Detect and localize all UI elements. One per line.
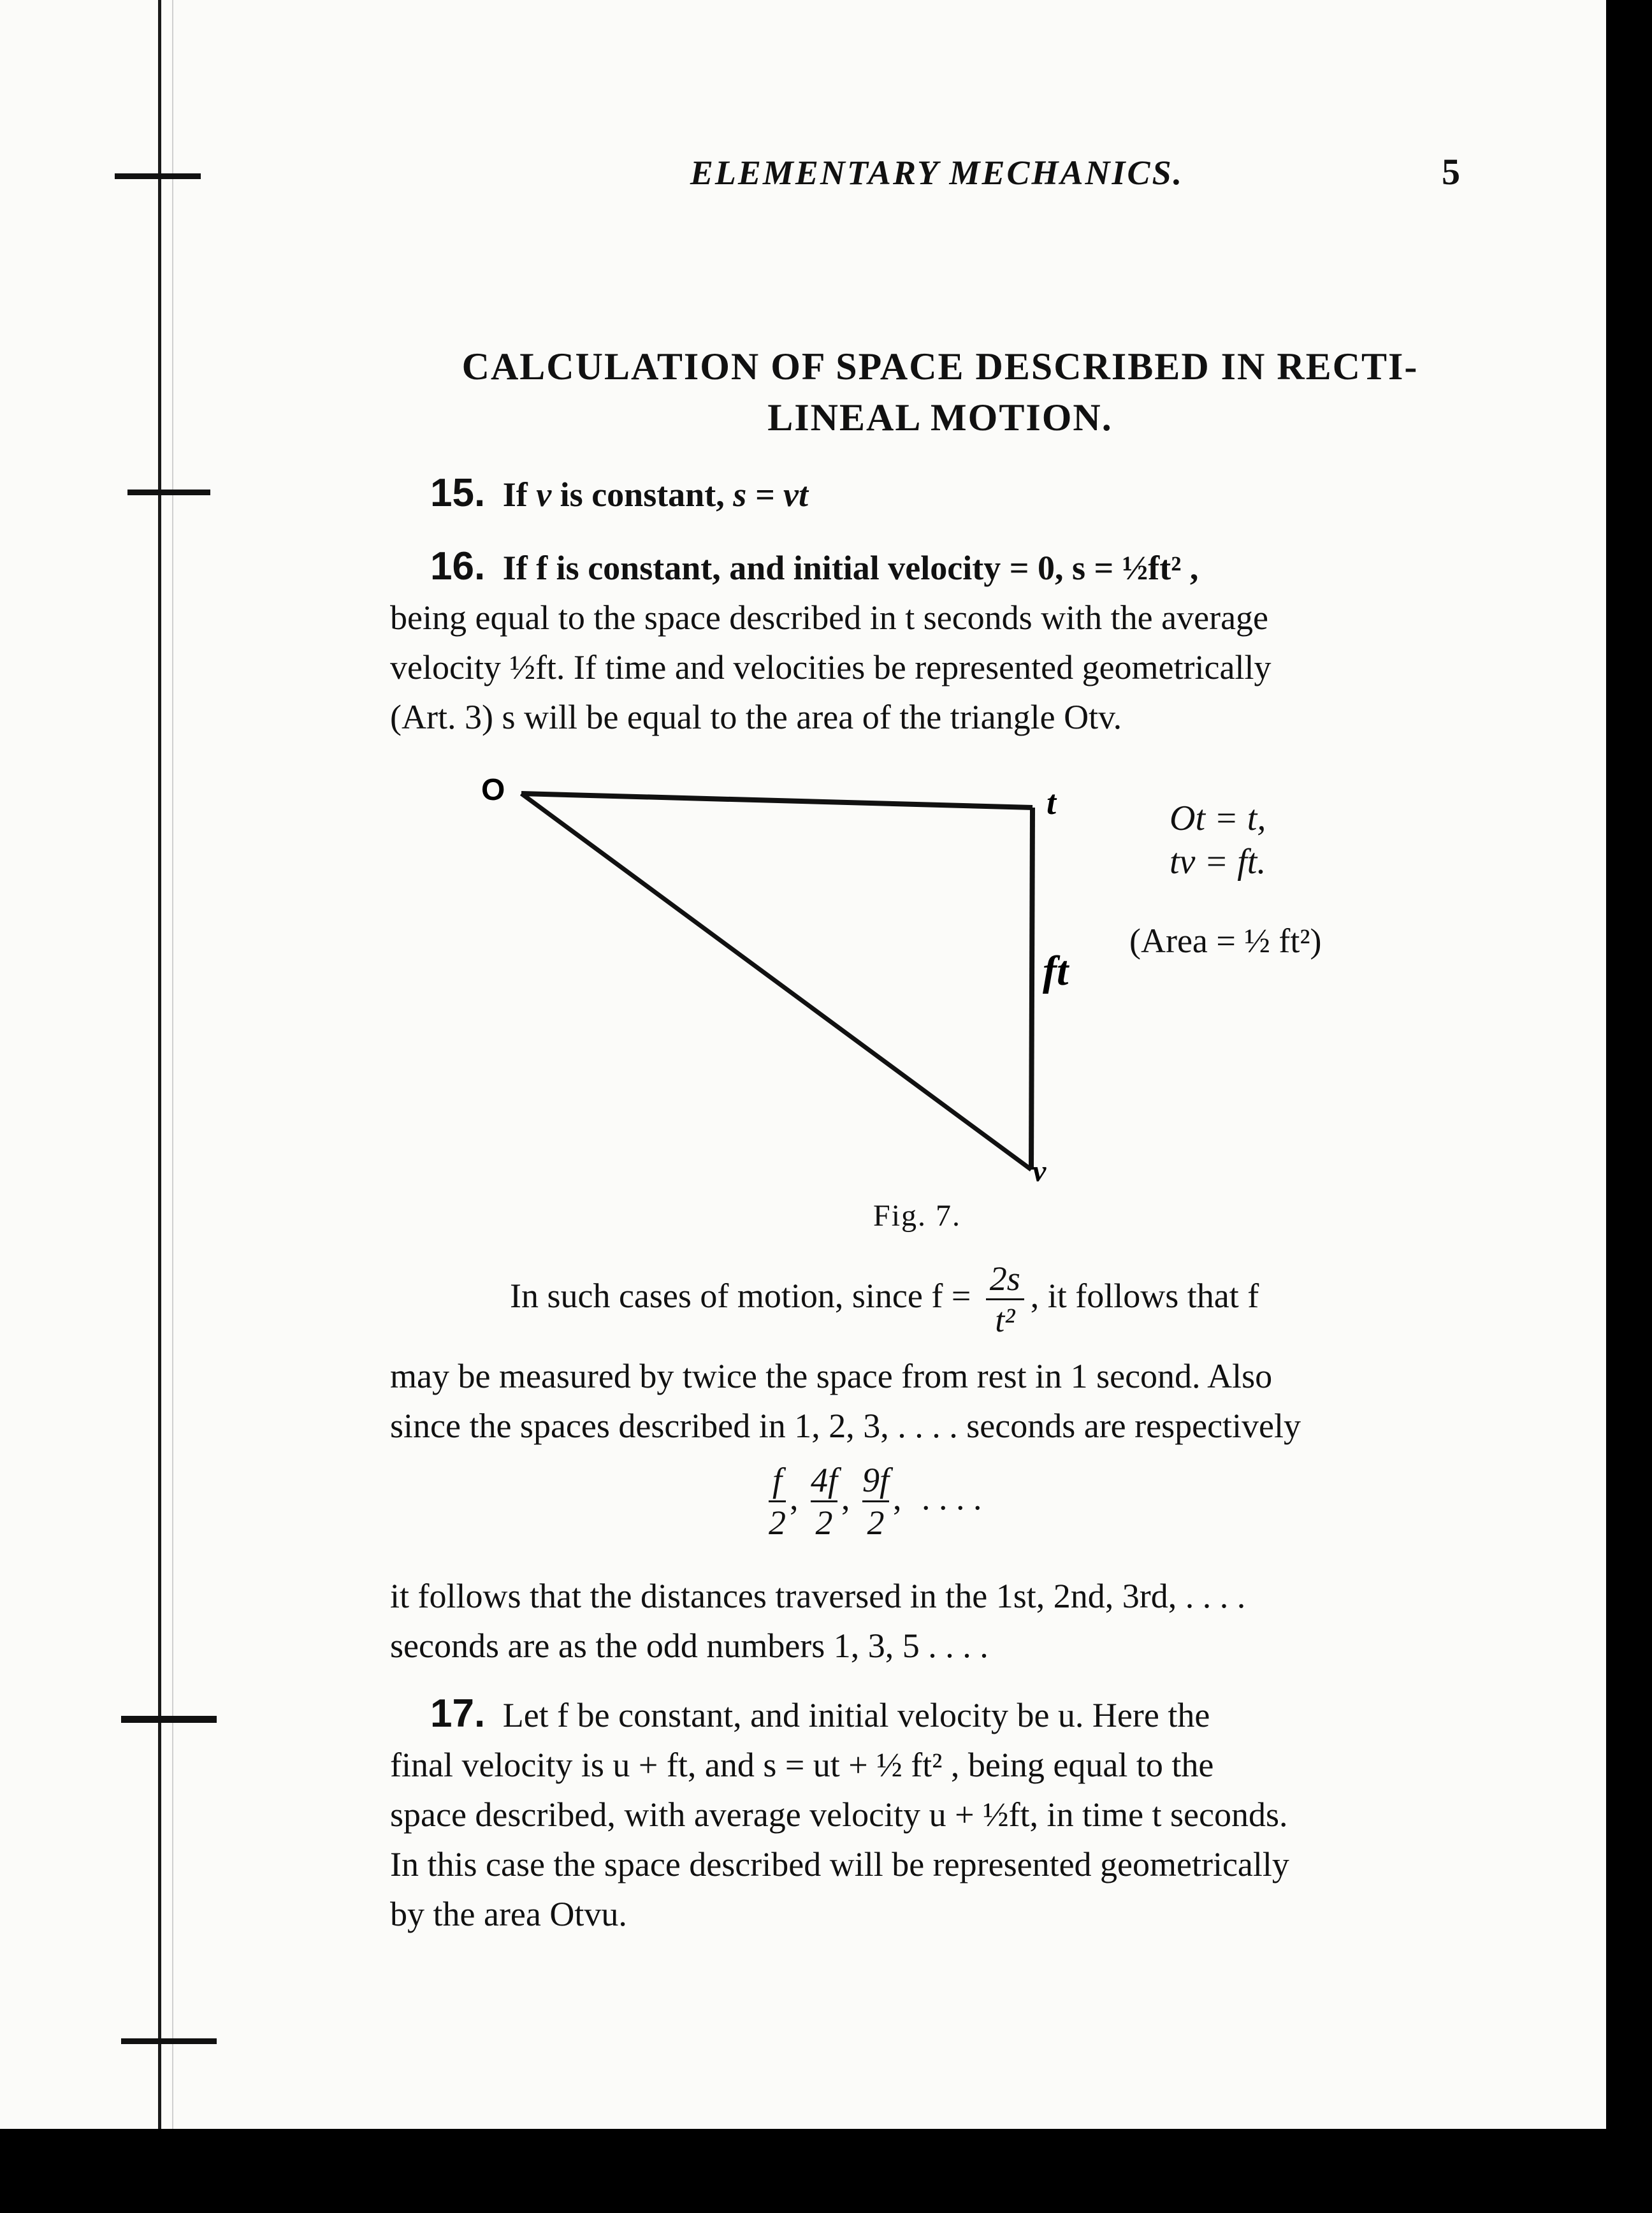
binding-stitch-mark [127,490,210,495]
running-header: ELEMENTARY MECHANICS. [690,154,1184,192]
article-number: 17. [430,1692,486,1736]
section-title-line1: CALCULATION OF SPACE DESCRIBED IN RECTI- [461,345,1419,388]
article-number: 16. [430,544,486,588]
section-title [382,341,1498,443]
series-denominator: 2 [769,1504,786,1542]
series-ellipsis: . . . . [922,1478,982,1517]
label-t: t [1047,783,1057,822]
series-denominator: 2 [867,1504,885,1542]
art15-text: If [494,475,537,514]
fraction-denominator: t² [995,1301,1015,1339]
art17-line3: space described, with average velocity u + ½ft, in time t seconds. [390,1796,1288,1834]
series-numerator: 4f [811,1460,837,1502]
measured-paragraph [390,1351,1474,1451]
measured-line1: may be measured by twice the space from rest in 1 second. Also [390,1357,1273,1395]
since-paragraph [510,1259,1259,1340]
series-fraction [862,1460,889,1543]
label-ft: ft [1043,948,1069,994]
label-v: v [1032,1154,1047,1188]
series-numerator: 9f [862,1460,889,1502]
article-15 [430,468,1482,519]
segment-tv [1031,808,1032,1170]
follows-line2: seconds are as the odd numbers 1, 3, 5 . . . . [390,1627,989,1665]
binding-stitch-mark [115,173,201,179]
art17-line4: In this case the space described will be represented geometrically [390,1845,1289,1883]
binding-stitch-mark [121,1716,217,1723]
article-17 [390,1689,1474,1939]
art15-var: v [536,475,552,514]
section-title-line2: LINEAL MOTION. [767,396,1113,439]
article-number: 15. [430,471,486,515]
art17-line5: by the area Otvu. [390,1895,627,1933]
series-fraction [769,1460,786,1543]
since-text-a: In such cases of motion, since f = [510,1276,980,1315]
fraction-numerator: 2s [989,1259,1020,1298]
area-note: (Area = ½ ft²) [1129,922,1322,960]
series-comma: , [893,1478,902,1517]
measured-line2: since the spaces described in 1, 2, 3, . . . . seconds are respectively [390,1407,1301,1445]
art16-line2: being equal to the space described in t seconds with the average [390,599,1269,637]
equation-tv: tv = ft. [1170,842,1266,882]
series-denominator: 2 [815,1504,833,1542]
follows-line1: it follows that the distances traversed in the 1st, 2nd, 3rd, . . . . [390,1577,1246,1615]
fraction-2s-t2 [986,1259,1024,1340]
binding-edge [158,0,161,2129]
art17-line2: final velocity is u + ft, and s = ut + ½ ft² , being equal to the [390,1746,1214,1784]
series-comma: , [841,1478,850,1517]
page-number: 5 [1442,151,1460,192]
art16-line4: (Art. 3) s will be equal to the area of the triangle Otv. [390,698,1122,736]
follows-paragraph [390,1571,1474,1671]
art16-line1: If f is constant, and initial velocity = 0, s = ½ft² , [494,549,1199,587]
label-O: O [481,773,505,807]
binding-shadow [172,0,173,2129]
segment-Ov [521,794,1031,1170]
art15-text-b: is constant, [551,475,734,514]
figure-caption: Fig. 7. [873,1199,962,1233]
binding-stitch-mark [121,2038,217,2044]
figure-7-triangle [459,762,1109,1195]
spaces-series [765,1460,982,1543]
series-numerator: f [769,1460,786,1502]
since-text-b: , it follows that f [1030,1276,1259,1315]
art16-line3: velocity ½ft. If time and velocities be represented geometrically [390,648,1272,686]
art17-line1: Let f be constant, and initial velocity be u. Here the [494,1696,1210,1734]
series-fraction [811,1460,837,1543]
article-16 [390,542,1474,742]
series-comma: , [790,1478,799,1517]
equation-Ot: Ot = t, [1170,799,1266,838]
segment-Ot [521,794,1032,808]
art15-equation: s = vt [733,475,808,514]
